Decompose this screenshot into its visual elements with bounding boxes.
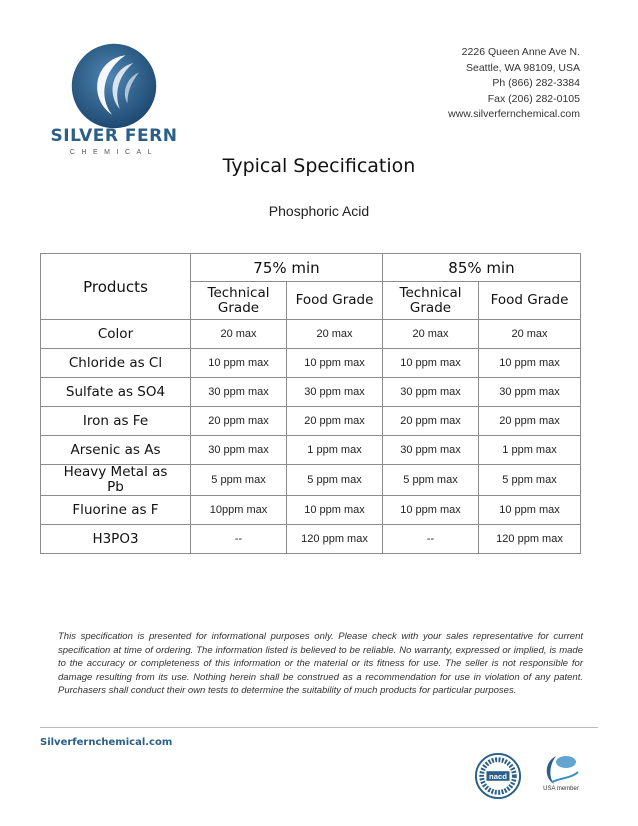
table-cell: 10ppm max [191,496,287,525]
group-header: 75% min [191,254,383,282]
table-cell: 30 ppm max [191,436,287,465]
table-cell: 20 ppm max [383,407,479,436]
grade-header [287,282,383,320]
row-label [41,407,191,436]
company-logo [44,38,184,158]
grade-header [191,282,287,320]
grade-header-line: Technical [207,284,270,301]
row-label-line: Fluorine as F [72,501,159,518]
address-city: Seattle, WA 98109, USA [465,61,580,74]
table-cell: 20 ppm max [479,407,581,436]
address-phone: Ph (866) 282-3384 [492,77,580,89]
row-label [41,525,191,554]
table-row [41,525,581,554]
table-cell: 30 ppm max [287,378,383,407]
table-cell: 120 ppm max [287,525,383,554]
grade-header-line: Food Grade [490,292,569,308]
row-label-line: Chloride as Cl [68,354,163,371]
table-header-row [41,254,581,282]
address-street: 2226 Queen Anne Ave N. [461,46,580,58]
table-cell: 5 ppm max [191,465,287,496]
nacd-seal-icon [474,752,522,800]
page-title: Typical Specification [222,155,416,177]
table-row [41,407,581,436]
grade-header-line: Grade [409,299,452,316]
grade-header-line: Technical [399,284,462,301]
table-cell: 1 ppm max [479,436,581,465]
table-cell: 20 ppm max [287,407,383,436]
disclaimer-text: This specification is presented for informational purposes only. Please check with your sales representative for current specification at time of ordering. The information listed is believed to be reliable. No warranty, expressed or implied, is made to the accuracy or completeness of this information or the material or its fitness for use. The seller is not responsible for damage resulting from its use. Nothing herein shall be construed as a recommendation for use in violation of any patent. Purchasers shall conduct their own tests to determine the suitability of much products for particular purposes. [58,631,583,696]
address-website[interactable]: www.silverfernchemical.com [448,108,580,120]
table-row [41,378,581,407]
table-row [41,349,581,378]
table-cell: 5 ppm max [383,465,479,496]
table-cell: 30 ppm max [479,378,581,407]
products-header: Products [41,254,191,320]
row-label [41,436,191,465]
table-cell: 10 ppm max [479,496,581,525]
table-cell: -- [191,525,287,554]
grade-header-line: Grade [217,299,260,316]
table-row [41,465,581,496]
table-cell: 30 ppm max [383,436,479,465]
row-label-line: Arsenic as As [70,441,161,458]
table-cell: 5 ppm max [479,465,581,496]
table-cell: 20 max [479,320,581,349]
footer-divider [40,727,598,728]
table-cell: 120 ppm max [479,525,581,554]
footer-website-link[interactable]: Silverfernchemical.com [40,737,173,748]
row-label-line: Sulfate as SO4 [65,383,166,400]
table-cell: 10 ppm max [287,349,383,378]
row-label-line: H3PO3 [92,530,139,547]
globe-member-icon [538,748,584,804]
row-label [41,349,191,378]
company-name: SILVER FERN [50,126,178,146]
group-header: 85% min [383,254,581,282]
table-cell: 30 ppm max [383,378,479,407]
table-cell: 1 ppm max [287,436,383,465]
table-row [41,320,581,349]
company-address [448,45,580,123]
row-label [41,465,191,496]
table-row [41,436,581,465]
address-fax: Fax (206) 282-0105 [487,92,580,105]
row-label-line: Pb [107,479,124,495]
table-cell: 10 ppm max [383,496,479,525]
table-cell: 10 ppm max [287,496,383,525]
spec-table-body [41,320,581,554]
table-row [41,496,581,525]
table-cell: 20 ppm max [191,407,287,436]
grade-header [383,282,479,320]
table-cell: 20 max [383,320,479,349]
table-cell: 30 ppm max [191,378,287,407]
table-cell: -- [383,525,479,554]
table-cell: 5 ppm max [287,465,383,496]
grade-header-line: Food Grade [295,292,374,308]
table-cell: 10 ppm max [479,349,581,378]
product-name: Phosphoric Acid [268,203,370,219]
table-cell: 20 max [287,320,383,349]
row-label-line: Color [97,325,134,342]
fern-swirl-icon [66,38,162,134]
row-label-line: Iron as Fe [82,412,149,429]
nacd-badge-word: nacd [489,771,507,781]
grade-header [479,282,581,320]
company-tagline: CHEMICAL [69,149,159,156]
row-label [41,320,191,349]
row-label-line: Heavy Metal as [63,464,168,480]
usa-member-label: USA member [543,786,579,792]
table-cell: 10 ppm max [191,349,287,378]
table-cell: 20 max [191,320,287,349]
row-label [41,378,191,407]
spec-table [40,253,581,554]
table-cell: 10 ppm max [383,349,479,378]
row-label [41,496,191,525]
